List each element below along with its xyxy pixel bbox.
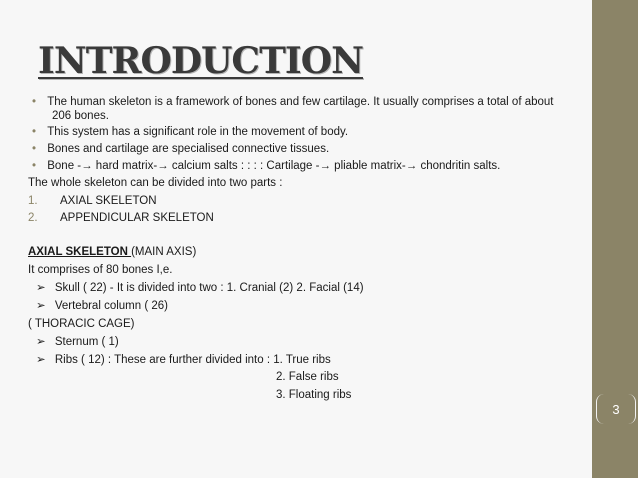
bullet-4-text: Bone -→ hard matrix-→ calcium salts : : : : Cartilage -→ pliable matrix-→ chondritin salts.: [47, 160, 501, 172]
part-1: [28, 193, 157, 209]
part-2: [28, 210, 214, 226]
part-1-number: 1.: [28, 195, 38, 207]
comprises-text: It comprises of 80 bones I,e.: [28, 264, 173, 276]
axial-item-vertebral-text: Vertebral column ( 26): [54, 300, 168, 312]
thoracic-item-sternum: [36, 334, 119, 350]
rib-type-false: 2. False ribs: [276, 371, 339, 383]
axial-heading-suffix: (MAIN AXIS): [131, 246, 197, 258]
part-2-label: APPENDICULAR SKELETON: [60, 212, 214, 224]
dot-bullet-icon: •: [32, 126, 37, 138]
slide-title: INTRODUCTION: [38, 40, 363, 82]
arrow-bullet-icon: ➢: [36, 336, 46, 348]
divided-text: The whole skeleton can be divided into two parts :: [28, 177, 283, 189]
arrow-bullet-icon: ➢: [36, 354, 46, 366]
bullet-1-text: The human skeleton is a framework of bones and few cartilage. It usually comprises a total of about: [47, 96, 554, 108]
bullet-4: [32, 158, 500, 174]
axial-heading-title: AXIAL SKELETON: [28, 246, 132, 258]
bullet-1-continuation: 206 bones.: [52, 110, 109, 122]
bullet-2-text: This system has a significant role in the movement of body.: [47, 126, 349, 138]
rib-type-floating: 3. Floating ribs: [276, 389, 352, 401]
thoracic-item-ribs: [36, 352, 331, 368]
axial-item-skull: [36, 280, 364, 296]
axial-heading: [28, 244, 196, 260]
bullet-2: [32, 124, 348, 140]
axial-item-vertebral: [36, 298, 168, 314]
page-number: 3: [596, 394, 636, 424]
dot-bullet-icon: •: [32, 96, 37, 108]
axial-item-skull-text: Skull ( 22) - It is divided into two : 1. Cranial (2) 2. Facial (14): [54, 282, 364, 294]
arrow-bullet-icon: ➢: [36, 300, 46, 312]
thoracic-item-ribs-text: Ribs ( 12) : These are further divided into : 1. True ribs: [54, 354, 331, 366]
thoracic-item-sternum-text: Sternum ( 1): [54, 336, 119, 348]
dot-bullet-icon: •: [32, 160, 37, 172]
part-1-label: AXIAL SKELETON: [60, 195, 157, 207]
bullet-3-text: Bones and cartilage are specialised connective tissues.: [47, 143, 330, 155]
thoracic-heading: ( THORACIC CAGE): [28, 318, 135, 330]
dot-bullet-icon: •: [32, 143, 37, 155]
bullet-1: [32, 94, 554, 110]
bullet-3: [32, 141, 329, 157]
part-2-number: 2.: [28, 212, 38, 224]
arrow-bullet-icon: ➢: [36, 282, 46, 294]
